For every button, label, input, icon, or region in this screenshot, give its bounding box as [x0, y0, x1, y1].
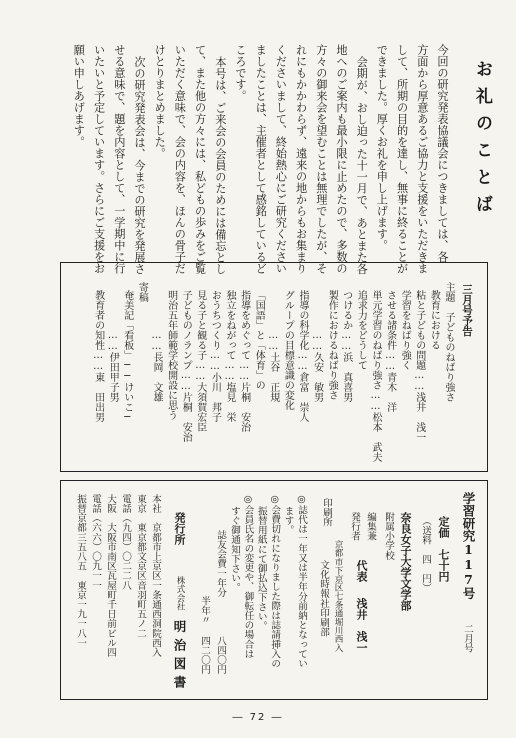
- note-line: ◎誌代は一年又は半年分前納となってい: [296, 494, 307, 669]
- next-issue-heading: 三月号予告: [461, 284, 473, 337]
- branch-line: 電話（六六）〇九一一: [90, 494, 101, 590]
- next-issue-line: グループの目標意識の変化: [282, 290, 294, 410]
- postage-label: （送料 四 円）: [420, 516, 431, 593]
- price-label: 定価 七十円: [437, 516, 450, 582]
- school-name: 奈良女子大学文学部: [399, 512, 412, 611]
- preface-line: できました。厚くお礼を申し上げます。: [375, 44, 389, 251]
- preface-line: ころです。: [234, 44, 247, 102]
- preface-line: 願い申しあげます。: [72, 44, 86, 148]
- printer-label: 印刷所: [321, 498, 332, 527]
- preface-line: て、また他の方々には、私どもの歩みをご覧: [193, 44, 207, 274]
- company-kind: 株式会社: [175, 576, 185, 611]
- branch-line: 本社 京都市上京区一条通西洞院西入: [150, 494, 161, 658]
- next-issue-line: させる諸条件……青木 洋: [384, 290, 396, 412]
- issue-month: 二月号: [462, 624, 473, 653]
- school-sub: 附属小学校: [383, 512, 394, 560]
- next-issue-line: ……伊田甲子男: [107, 330, 119, 402]
- next-issue-line: 奄美記「看板」──けいこ─: [121, 290, 133, 423]
- preface-line: くださいまして、終始熱心にご研究ください: [274, 44, 288, 274]
- printer-company: 文化時報社印刷部: [318, 560, 329, 637]
- fee-half-label: 半年〃: [199, 596, 210, 625]
- next-issue-line: 教育における: [428, 290, 440, 350]
- preface-line: いたいと予定しています。さらにご支援をお: [92, 44, 106, 274]
- next-issue-line: 製作におけるねばり強さ: [326, 290, 338, 400]
- next-issue-line: 単元学習のねばり強さ……松本 武夫: [370, 290, 381, 462]
- preface-line: けとりまとめました。: [153, 44, 167, 159]
- next-issue-line: 寄稿: [136, 282, 148, 302]
- next-issue-line: 追求力をどうして: [355, 290, 367, 370]
- preface-line: 今回の研究発表協議会につきましては、各: [436, 44, 449, 263]
- preface-line: れにもかかわらず、遠来の地からもお集まり: [294, 44, 308, 274]
- next-issue-line: 粘と子どもの問題……浅井 浅一: [413, 290, 425, 442]
- preface-line: ましたことは、主催者として感銘しているど: [254, 44, 268, 274]
- page-number: ― 72 ―: [232, 712, 284, 723]
- preface-line: 次の研究発表会は、今までの研究を発展さ: [133, 56, 146, 275]
- representative-name: 浅井 浅一: [355, 598, 368, 653]
- next-issue-line: 見る子と観る子……大須賀宏臣: [194, 290, 206, 432]
- note-line: 振替用紙にて御払込下さい。: [255, 506, 267, 631]
- fee-half: 四二〇円: [199, 636, 210, 675]
- next-issue-line: 指導をめぐって……片桐 安治: [238, 290, 250, 432]
- note-line: ます。: [282, 506, 294, 535]
- fee-year: 八四〇円: [215, 636, 226, 675]
- editor-label: 編集兼: [365, 512, 376, 541]
- next-issue-line: 独立をねがって……塩見 栄: [224, 290, 235, 422]
- next-issue-line: 教育者の知性……東 田出男: [92, 290, 104, 422]
- preface-line: 本号は、ご来会の会員のためには備忘とし: [213, 56, 227, 275]
- next-issue-line: 主題 子どものねばり強さ: [443, 282, 454, 402]
- publisher-office: 発行所: [173, 512, 186, 545]
- preface-line: 方々の御来会を望むことは無理でしたが、そ: [314, 44, 328, 274]
- note-line: すぐ御通知下さい。: [229, 506, 240, 593]
- magazine-name: 学習研究117号: [461, 492, 476, 600]
- preface-line: 方面から厚意あるご協力と支援をいただきま: [415, 44, 429, 274]
- next-issue-line: 明治五年師範学校開設に思う: [165, 290, 177, 420]
- next-issue-line: ……土谷 正規: [267, 330, 279, 402]
- next-issue-line: 指導の科学化……倉富 崇人: [297, 290, 308, 422]
- publisher-label: 発行者: [349, 512, 360, 541]
- next-issue-line: 子どものノランプ……片桐 安治: [180, 290, 192, 442]
- preface-title: お礼のことば: [472, 60, 492, 222]
- note-line: ◎会員氏名の変更や、御転任の場合は: [242, 494, 254, 659]
- next-issue-line: 学習をねばり強く: [399, 290, 411, 370]
- next-issue-line: ……久安 敏男: [311, 330, 323, 402]
- branch-line: 電話（九四）〇二二八: [120, 494, 131, 590]
- branch-line: 東京 東京都文京区音羽町五ノ二: [135, 494, 146, 638]
- next-issue-line: 「国語」と「体育」の: [253, 290, 265, 390]
- fee-year-label: 誌友会費一年分: [215, 530, 226, 598]
- company-name: 明治図書: [172, 620, 187, 694]
- next-issue-line: おうちつくり……小川 邦子: [209, 290, 221, 422]
- branch-line: 大阪 大阪市南区瓦屋町千日前ビル四: [105, 494, 116, 658]
- preface-line: いただく意味で、会の内容を、ほんの骨子だ: [173, 44, 187, 274]
- branch-line: 振替京都三五八五 東京一九一八一: [75, 494, 86, 648]
- next-issue-line: つけるか……浜 真喜男: [340, 290, 352, 402]
- preface-line: 地へのご案内も最小限に止めたので、多数の: [335, 44, 348, 274]
- representative-label: 代表: [355, 560, 368, 582]
- preface-line: せる意味で、題を内容として、一学期中に行: [112, 44, 126, 274]
- preface-line: して、所期の目的を達し、無事に終ることが: [395, 44, 409, 274]
- printer-address: 京都市下京区七条通堀川西入: [333, 540, 343, 652]
- note-line: ◎会費切れになりました際は誌請挿入の: [269, 494, 281, 669]
- next-issue-line: ……長岡 文雄: [151, 330, 162, 402]
- preface-line: 会期が、おし迫った十一月で、あとまた各: [355, 56, 369, 275]
